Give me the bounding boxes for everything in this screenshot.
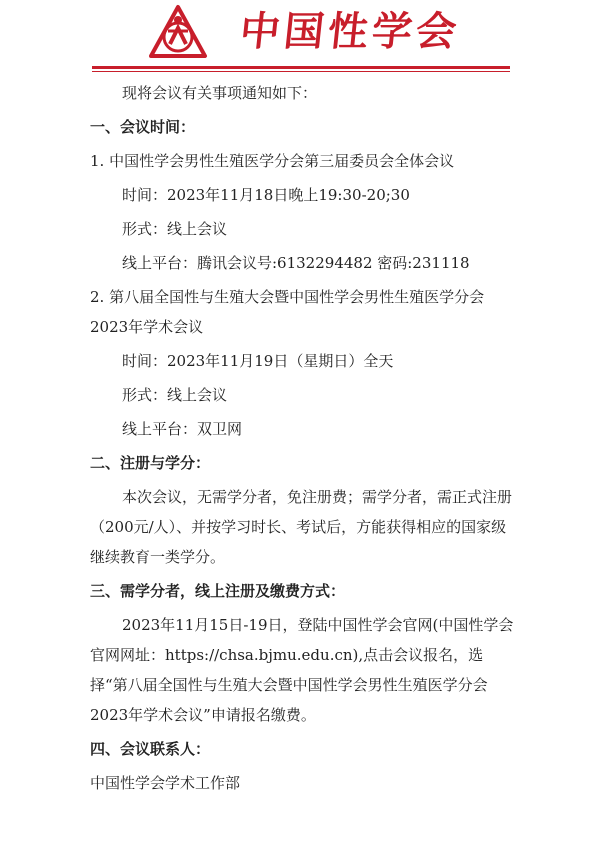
meeting1-format: 形式：线上会议 [122,220,228,238]
intro-text: 现将会议有关事项通知如下： [122,84,318,102]
notice-body [90,76,520,800]
meeting1-time: 时间：2023年11月18日晚上19:30-20;30 [122,186,410,204]
meeting2-title: 2. 第八届全国性与生殖大会暨中国性学会男性生殖医学分会2023年学术会议 [90,288,485,336]
section4-heading: 四、会议联系人： [90,740,211,758]
meeting2-platform: 线上平台：双卫网 [122,420,243,438]
section2-text: 本次会议，无需学分者，免注册费；需学分者，需正式注册（200元/人）、并按学习时长、考试后，方能获得相应的国家级继续教育一类学分。 [90,488,513,566]
header-rule [92,66,510,69]
section2-heading: 二、注册与学分： [90,454,211,472]
section3-text: 2023年11月15日-19日，登陆中国性学会官网(中国性学会官网网址：https://chsa.bjmu.edu.cn),点击会议报名，选择“第八届全国性与生殖大会暨中国性学会男性生殖医学分会2023年学术会议”申请报名缴费。 [90,616,514,724]
meeting1-title: 1. 中国性学会男性生殖医学分会第三届委员会全体会议 [90,152,455,170]
letterhead [0,0,600,70]
org-name: 中国性学会 [237,9,463,55]
section1-heading: 一、会议时间： [90,118,196,136]
meeting1-platform: 线上平台：腾讯会议号:6132294482 密码:231118 [122,254,470,272]
society-logo [148,4,208,60]
meeting2-format: 形式：线上会议 [122,386,228,404]
contact-text: 中国性学会学术工作部 [90,774,241,792]
header-rule-thin [92,71,510,72]
section3-heading: 三、需学分者，线上注册及缴费方式： [90,582,346,600]
meeting2-time: 时间：2023年11月19日（星期日）全天 [122,352,394,370]
